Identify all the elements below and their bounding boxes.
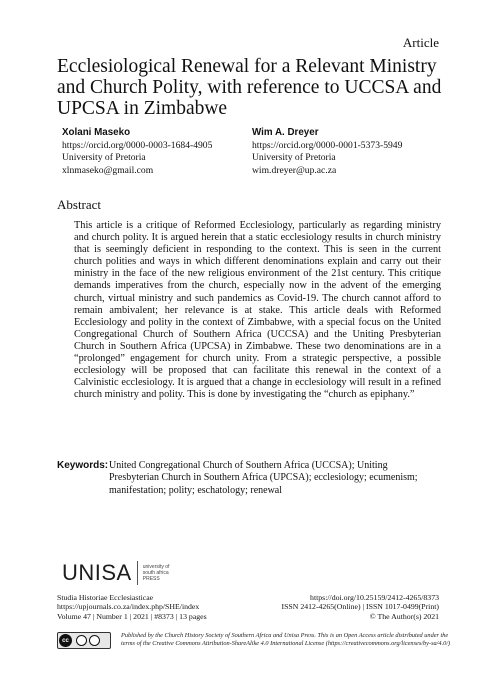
author-1 — [62, 127, 252, 177]
copyright-text: © The Author(s) 2021 — [369, 611, 439, 621]
license-text: Published by the Church History Society of Southern Africa and Unisa Press. This is an Open Access article distributed under the terms of the Creative Commons Attribution-ShareAlike 4.0 International License (https://creativecommons.org/licenses/by-sa/4.0/) — [121, 632, 451, 647]
journal-volume: Volume 47 | Number 1 | 2021 | #8373 | 13 pages — [57, 611, 207, 621]
doi-link[interactable]: https://doi.org/10.25159/2412-4265/8373 — [310, 593, 439, 602]
abstract-body: This article is a critique of Reformed Ecclesiology, particularly as regarding ministry and church polity. It is argued herein that a static ecclesiology results in church ministry that is seemingly deficient in responding to the context. This is seen in the current church polities and ways in which different denominations explain and carry out their ministry in the face of the new religious environment of the 21st century. This critique demands imperatives from the church, especially now in the advent of the emerging church, virtual ministry and such pandemics as Covid-19. The church cannot afford to remain ambivalent; her relevance is at stake. This article deals with Reformed Ecclesiology and polity in the context of Zimbabwe, with a special focus on the United Congregational Church of Southern Africa (UCCSA) and the Uniting Presbyterian Church in Southern Africa (UPCSA) in Zimbabwe. These two denominations are in a “prolonged” engagement for church unity. From a strategic perspective, a possible ecclesiology will be proposed that can facilitate this renewal in the context of a Calvinistic ecclesiology. It is argued that a change in ecclesiology will result in a refined church ministry and polity. This is done by investigating the “church as epiphany.” — [74, 220, 441, 401]
cc-by-sa-badge-icon[interactable] — [57, 632, 111, 649]
article-title: Ecclesiological Renewal for a Relevant Ministry and Church Polity, with reference to UCCSA and UPCSA in Zimbabwe — [57, 56, 442, 119]
journal-identifiers — [282, 593, 440, 621]
issn-text: ISSN 2412-4265(Online) | ISSN 1017-0499(Print) — [281, 602, 439, 612]
logo-divider — [137, 561, 138, 585]
author-affiliation: University of Pretoria — [62, 152, 146, 163]
journal-info — [57, 593, 207, 621]
attribution-icon — [76, 635, 87, 646]
keywords-label: Keywords: — [57, 460, 109, 471]
author-block — [62, 127, 442, 177]
author-email-link[interactable]: xlnmaseko@gmail.com — [62, 164, 154, 176]
unisa-press-subtext: university of south africa PRESS — [142, 564, 170, 582]
author-affiliation: University of Pretoria — [252, 152, 336, 163]
keywords-list: United Congregational Church of Southern Africa (UCCSA); Uniting Presbyterian Church in Southern Africa (UPCSA); ecclesiology; ecumenism; manifestation; polity; eschatology; renewal — [109, 460, 418, 496]
unisa-press-logo — [62, 560, 177, 586]
share-alike-icon — [89, 635, 100, 646]
journal-url-link[interactable]: https://upjournals.co.za/index.php/SHE/index — [57, 602, 200, 612]
author-2 — [252, 127, 402, 177]
unisa-wordmark: UNISA — [62, 560, 132, 585]
cc-icon: cc — [59, 634, 72, 647]
abstract-heading: Abstract — [57, 197, 102, 212]
author-name: Xolani Maseko — [62, 127, 131, 138]
journal-name: Studia Historiae Ecclesiasticae — [57, 593, 154, 602]
article-type-label: Article — [402, 35, 439, 50]
author-email-link[interactable]: wim.dreyer@up.ac.za — [252, 164, 337, 176]
author-orcid-link[interactable]: https://orcid.org/0000-0003-1684-4905 — [62, 139, 213, 151]
keywords-block — [57, 460, 447, 497]
author-name: Wim A. Dreyer — [252, 127, 319, 138]
author-orcid-link[interactable]: https://orcid.org/0000-0001-5373-5949 — [252, 139, 403, 151]
license-block — [57, 632, 451, 649]
